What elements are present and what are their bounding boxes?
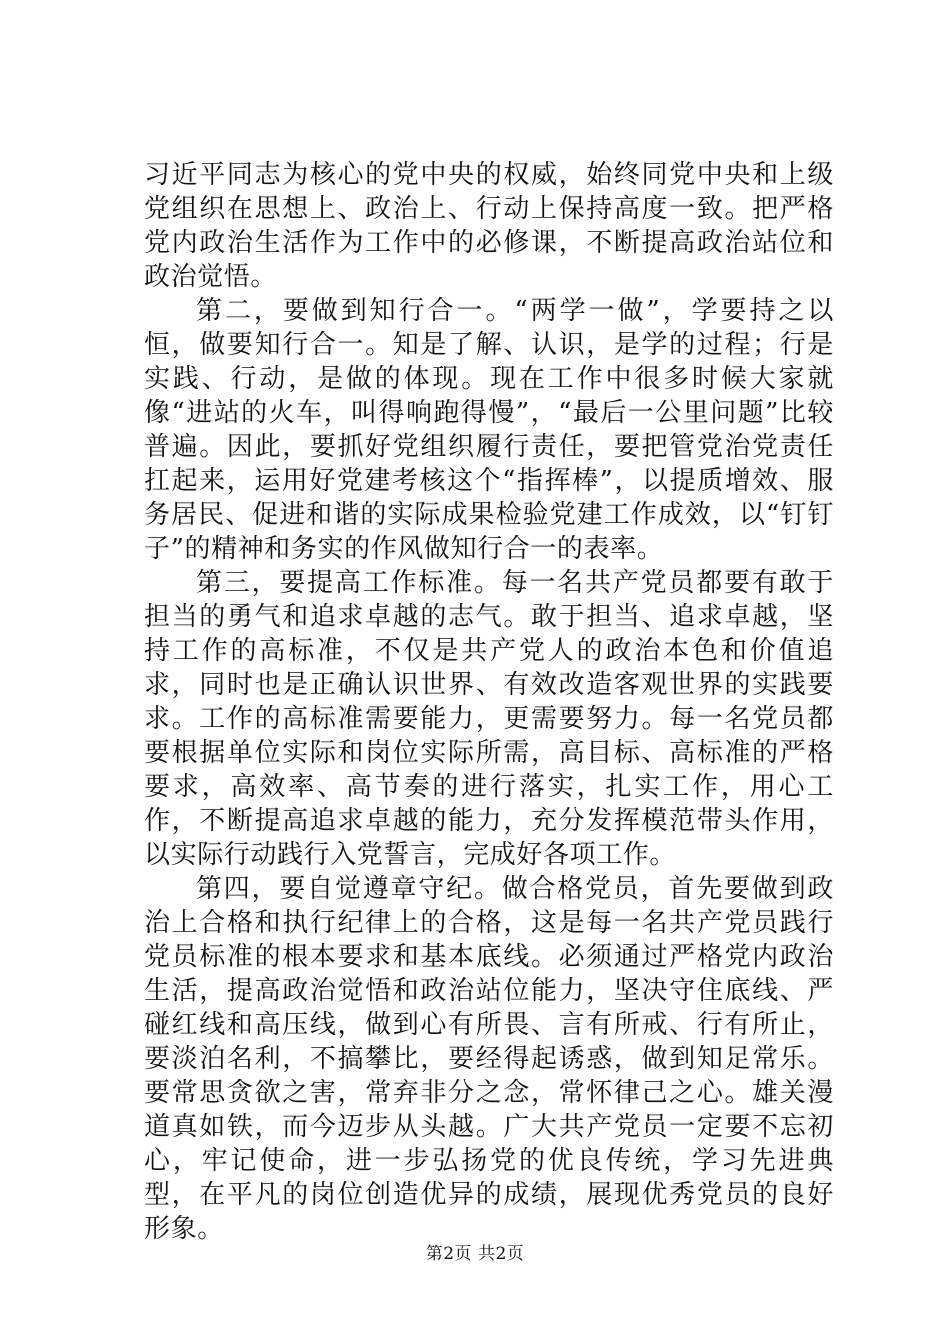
- paragraph-continuation: 习近平同志为核心的党中央的权威，始终同党中央和上级党组织在思想上、政治上、行动上保持高度一致。把严格党内政治生活作为工作中的必修课，不断提高政治站位和政治觉悟。: [144, 160, 834, 292]
- paragraph-second-point: 第二，要做到知行合一。“两学一做”，学要持之以恒，做要知行合一。知是了解、认识，是学的过程；行是实践、行动，是做的体现。现在工作中很多时候大家就像“进站的火车，叫得响跑得慢”，“最后一公里问题”比较普遍。因此，要抓好党组织履行责任，要把管党治党责任扛起来，运用好党建考核这个“指挥棒”，以提质增效、服务居民、促进和谐的实际成果检验党建工作成效，以“钉钉子”的精神和务实的作风做知行合一的表率。: [144, 296, 834, 564]
- paragraph-third-point: 第三，要提高工作标准。每一名共产党员都要有敢于担当的勇气和追求卓越的志气。敢于担当、追求卓越，坚持工作的高标准，不仅是共产党人的政治本色和价值追求，同时也是正确认识世界、有效改造客观世界的实践要求。工作的高标准需要能力，更需要努力。每一名党员都要根据单位实际和岗位实际所需，高目标、高标准的严格要求，高效率、高节奏的进行落实，扎实工作，用心工作，不断提高追求卓越的能力，充分发挥模范带头作用，以实际行动践行入党誓言，完成好各项工作。: [144, 568, 834, 870]
- document-body: [144, 158, 834, 1246]
- page-number-footer: 第2页 共2页: [425, 1244, 525, 1264]
- paragraph-fourth-point: 第四，要自觉遵章守纪。做合格党员，首先要做到政治上合格和执行纪律上的合格，这是每一名共产党员践行党员标准的根本要求和基本底线。必须通过严格党内政治生活，提高政治觉悟和政治站位能力，坚决守住底线、严碰红线和高压线，做到心有所畏、言有所戒、行有所止，要淡泊名利，不搞攀比，要经得起诱惑，做到知足常乐。要常思贪欲之害，常弃非分之念，常怀律己之心。雄关漫道真如铁，而今迈步从头越。广大共产党员一定要不忘初心，牢记使命，进一步弘扬党的优良传统，学习先进典型，在平凡的岗位创造优异的成绩，展现优秀党员的良好形象。: [144, 874, 834, 1244]
